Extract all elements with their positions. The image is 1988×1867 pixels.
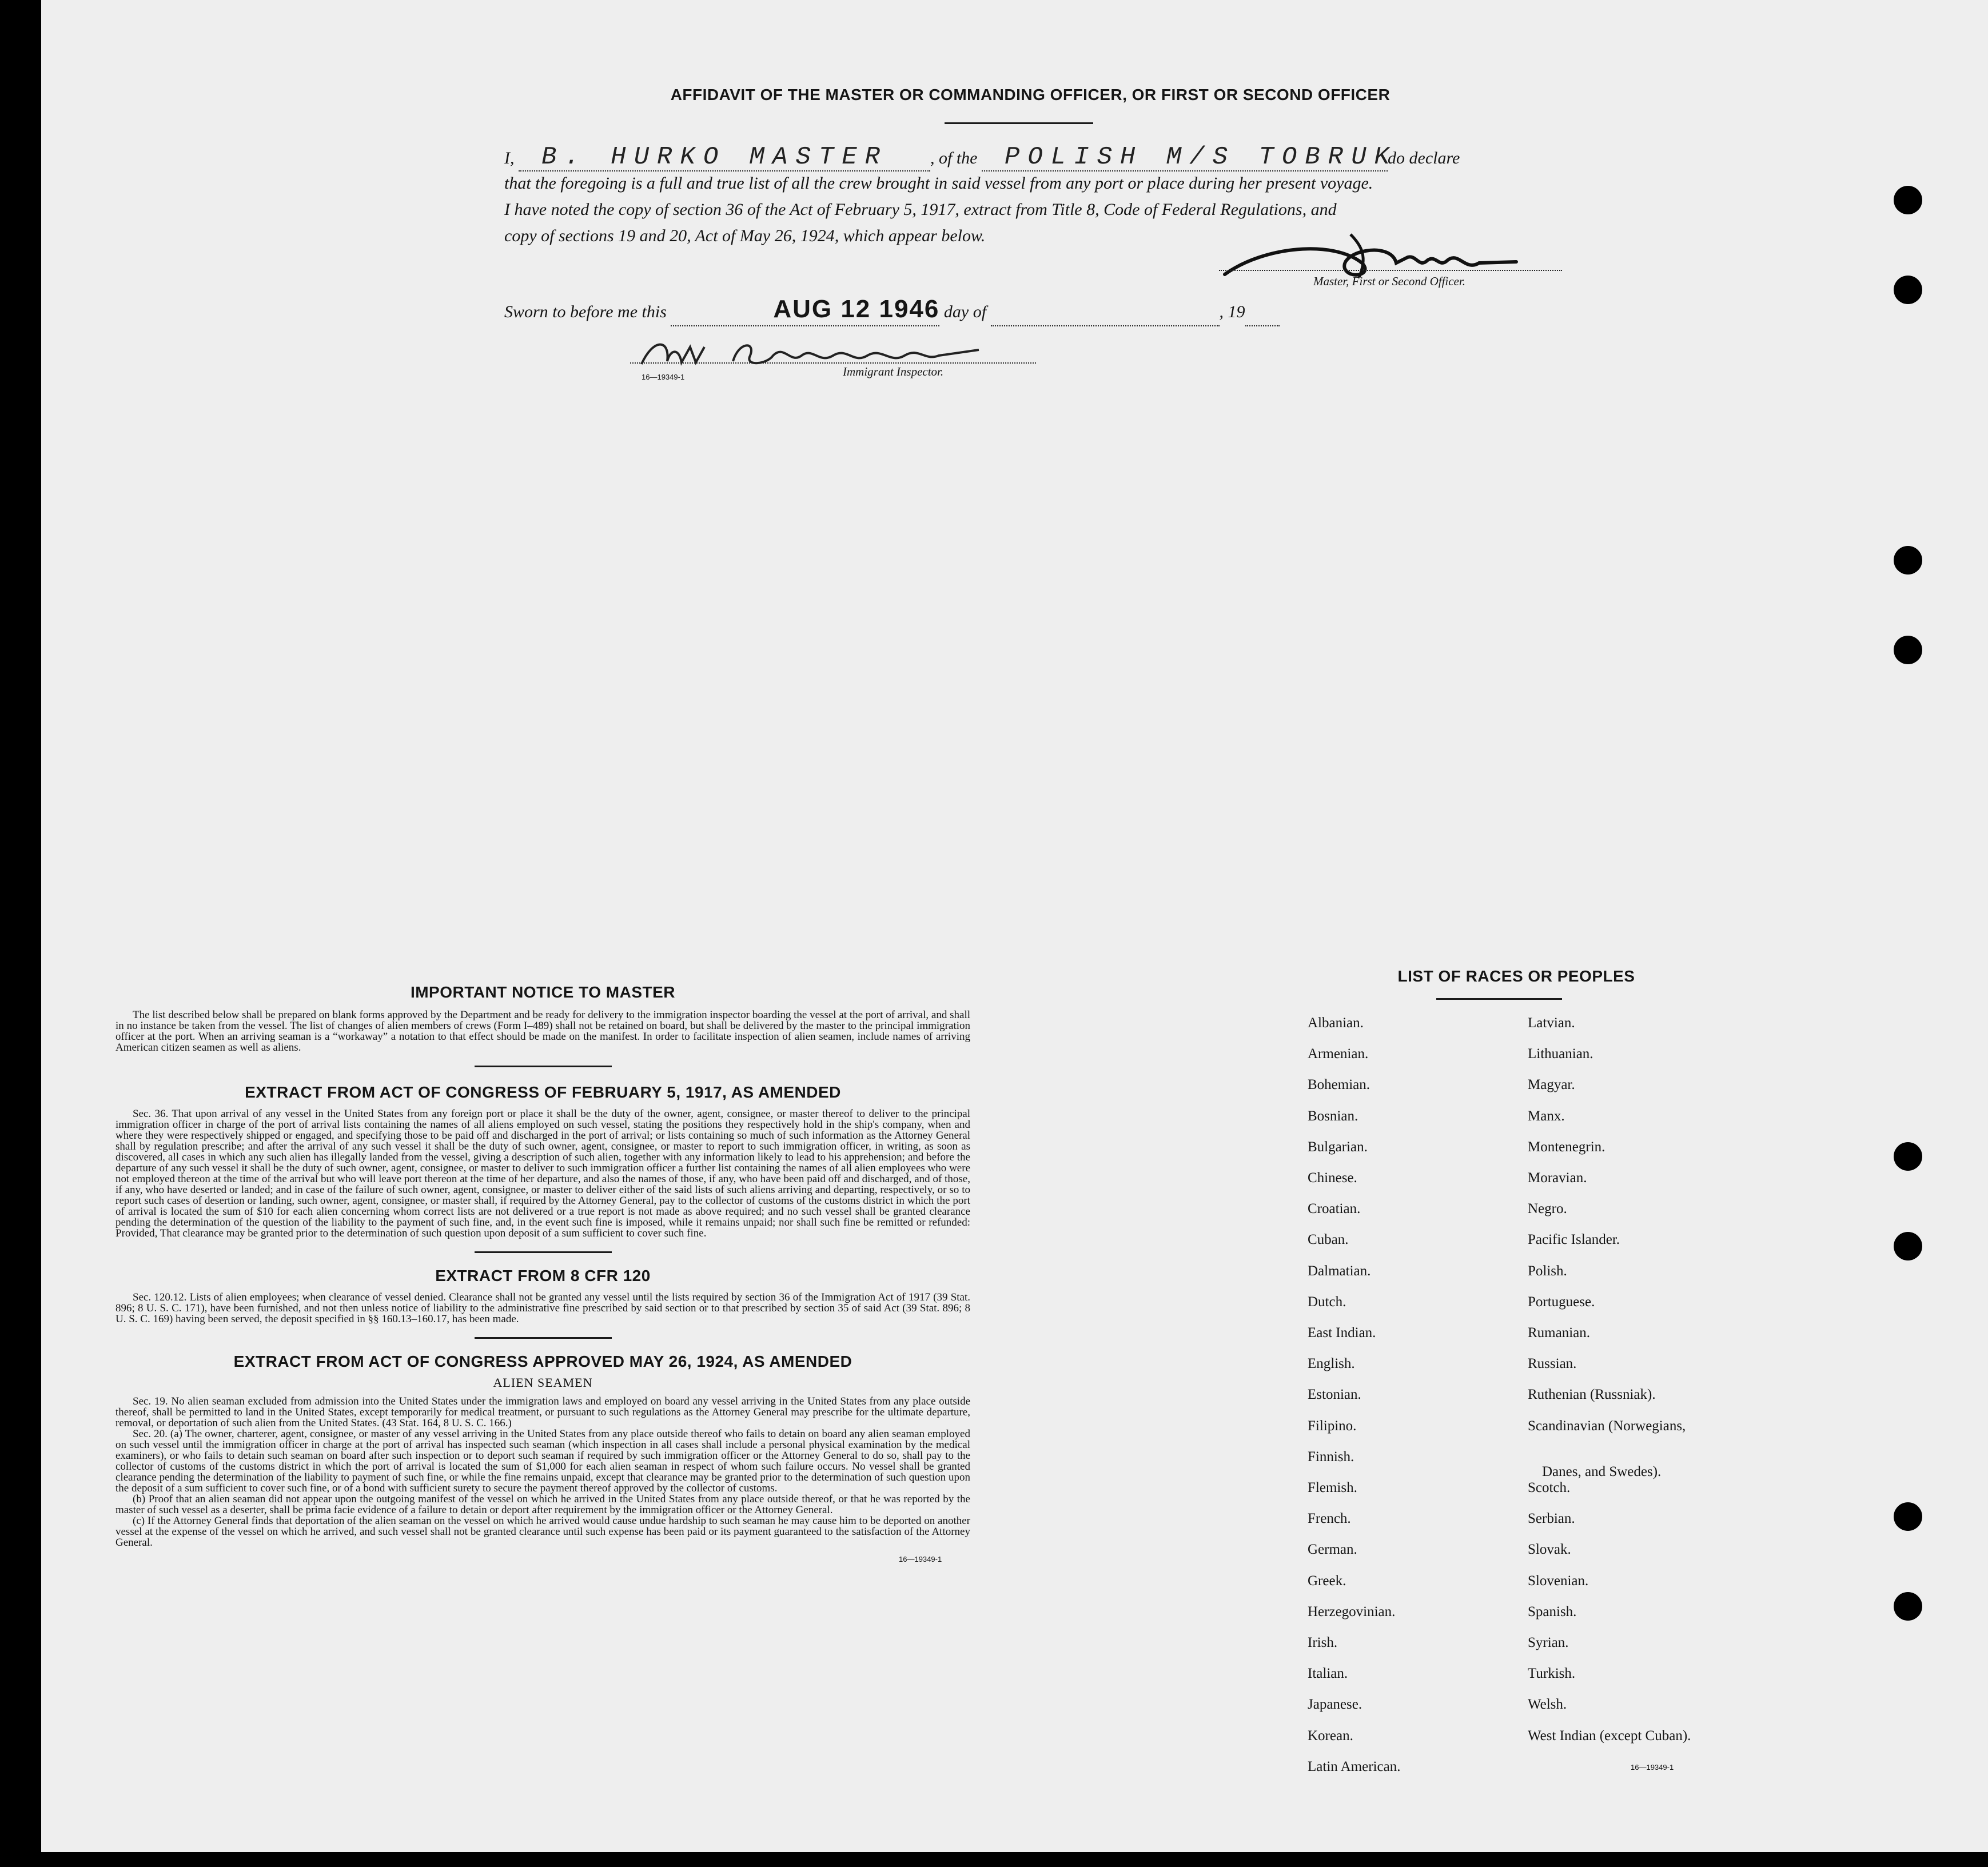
punch-hole — [1894, 636, 1922, 664]
race-item: Moravian. — [1528, 1170, 1587, 1186]
race-item: Irish. — [1308, 1635, 1338, 1650]
notice-paragraph: The list described below shall be prepared on blank forms approved by the Department and be ready for delivery to the immigration inspector boarding the vessel at the port of arrival, and shall in no instance be taken from the vessel. The list of changes of alien members of crews (Form I–489) shall not be retained on board, but shall be delivered by the master to the principal immigration officer at the port. When an arriving seaman is a “workaway” a notation to that effect should be made on the manifest. In order to facilitate inspection of alien seamen, include names of arriving American citizen seamen as well as aliens. — [115, 1009, 970, 1054]
extract-cfr-rule — [475, 1337, 612, 1339]
race-item: Pacific Islander. — [1528, 1232, 1620, 1247]
officer-signature-line — [1219, 270, 1562, 272]
races-form-number: 16—19349-1 — [1631, 1763, 1674, 1772]
race-item: Turkish. — [1528, 1666, 1576, 1681]
race-item: Filipino. — [1308, 1418, 1357, 1434]
inspector-signature-line — [630, 362, 1036, 365]
race-item: Greek. — [1308, 1573, 1346, 1589]
race-item: West Indian (except Cuban). — [1528, 1728, 1691, 1744]
races-title-rule — [1436, 998, 1562, 1000]
race-item: Portuguese. — [1528, 1294, 1595, 1310]
section-36-text: Sec. 36. That upon arrival of any vessel in the United States from any foreign port or place it shall be the duty of the owner, agent, consignee, or master thereof to deliver to the principal immigration officer in charge of the port of arrival lists containing the names of all aliens employed on such vessel, stating the positions they respectively hold in the ship's company, when and where they were respectively shipped or engaged, and specifying those to be paid off and discharged in the port of arrival; or lists containing so much of such information as the Attorney General shall by regulation prescribe; and after the arrival of any such vessel it shall be the duty of such owner, agent, consignee, or master to report to such immigration officer, in writing, as soon as discovered, all cases in which any such alien has illegally landed from the vessel, giving a description of such alien, together with any information likely to lead to his apprehension; and before the departure of any such vessel it shall be the duty of such owner, agent, consignee, or master to deliver to such immigration officer a further list containing the names of all alien employees who were not employed thereon at the time of the arrival but who will leave port thereon at the time of her departure, and also the names of those, if any, who have been paid off and discharged, and of those, if any, who have deserted or landed; and in case of the failure of such owner, agent, consignee, or master to deliver either of the said lists of such aliens arriving and departing, respectively, or so to report such cases of desertion or landing, such owner, agent, consignee, or master shall, if required by the Attorney General, pay to the collector of customs of the customs district in which the port of arrival is located the sum of $10 for each alien concerning whom correct lists are not delivered or a true report is not made as above required; and no such vessel shall be granted clearance pending the determination of the question of the liability to the payment of such fine, and, in the event such fine is imposed, while it remains unpaid; nor shall such fine be remitted or refunded: Provided, That clearance may be granted prior to the determination of such question upon deposit of a sum sufficient to cover such fine. — [115, 1108, 970, 1239]
extract-cfr-title: EXTRACT FROM 8 CFR 120 — [435, 1267, 651, 1284]
punch-hole — [1894, 276, 1922, 304]
race-item: Dalmatian. — [1308, 1263, 1371, 1279]
affidavit-title: AFFIDAVIT OF THE MASTER OR COMMANDING OFFICER, OR FIRST OR SECOND OFFICER — [670, 86, 1391, 103]
date-stamp: AUG 12 1946 — [773, 295, 940, 323]
race-item: Ruthenian (Russniak). — [1528, 1387, 1656, 1402]
extract-1924-title: EXTRACT FROM ACT OF CONGRESS APPROVED MAY 26, 1924, AS AMENDED — [233, 1353, 852, 1370]
race-item: Latin American. — [1308, 1759, 1401, 1774]
affidavit-line-3: I have noted the copy of section 36 of the Act of February 5, 1917, extract from Title 8, Code of Federal Regulations, and — [504, 200, 1337, 219]
extract-1924-subtitle: ALIEN SEAMEN — [493, 1375, 593, 1390]
race-item: Danes, and Swedes). — [1542, 1464, 1662, 1479]
punch-hole — [1894, 546, 1922, 575]
race-item: Latvian. — [1528, 1015, 1575, 1031]
affidavit-line-4: copy of sections 19 and 20, Act of May 26, 1924, which appear below. — [504, 226, 986, 245]
race-item: Syrian. — [1528, 1635, 1569, 1650]
race-item: Scotch. — [1528, 1480, 1571, 1495]
race-item: Albanian. — [1308, 1015, 1364, 1031]
race-item: Spanish. — [1528, 1604, 1577, 1619]
extract-form-number: 16—19349-1 — [899, 1555, 942, 1563]
extract-1917-title: EXTRACT FROM ACT OF CONGRESS OF FEBRUARY 5, 1917, AS AMENDED — [245, 1083, 841, 1101]
race-item: Chinese. — [1308, 1170, 1357, 1186]
punch-hole — [1894, 1232, 1922, 1260]
notice-body — [115, 1010, 970, 1053]
race-item: French. — [1308, 1511, 1351, 1526]
affidavit-do-declare: do declare — [1388, 149, 1460, 167]
race-item: Bosnian. — [1308, 1108, 1358, 1124]
race-item: Korean. — [1308, 1728, 1353, 1744]
sworn-line — [504, 296, 1280, 326]
race-item: Welsh. — [1528, 1697, 1567, 1712]
race-item: Croatian. — [1308, 1201, 1361, 1216]
officer-caption: Master, First or Second Officer. — [1313, 274, 1465, 288]
inspector-signature — [636, 333, 1013, 374]
affidavit-i: I, — [504, 149, 515, 167]
race-item: Montenegrin. — [1528, 1139, 1605, 1155]
section-20a-text: Sec. 20. (a) The owner, charterer, agent, consignee, or master of any vessel arriving in the United States from any place outside thereof who fails to detain on board any alien seaman employed on such vessel until the immigration officer in charge at the port of arrival has inspected such seaman (which inspection in all cases shall include a personal physical examination by the medical examiners), or who fails to detain such seaman on board after such inspection or to deport such seaman if required by such immigration officer or the Attorney General to do so, shall pay to the collector of customs of the customs district in which the port of arrival is located the sum of $1,000 for each alien seaman in respect of whom such failure occurs. No vessel shall be granted clearance pending the determination of the liability to payment of such fine, or while the fine remains unpaid, except that clearance may be granted prior to the determination of such question upon the deposit of a sum sufficient to cover such fine, or of a bond with sufficient surety to secure the payment thereof approved by the collector of customs. — [115, 1428, 970, 1494]
punch-hole — [1894, 1502, 1922, 1531]
section-20c-text: (c) If the Attorney General finds that deportation of the alien seaman on the vessel on which he arrived would cause undue hardship to such seaman he may cause him to be deported on another vessel at the expense of the vessel on which he arrived, and such vessel shall not be granted clearance until such expense has been paid or its payment guaranteed to the satisfaction of the Attorney General. — [115, 1515, 970, 1549]
day-of-text: day of — [943, 302, 987, 321]
section-120-12-text: Sec. 120.12. Lists of alien employees; when clearance of vessel denied. Clearance shall not be granted any vessel until the lists required by section 36 of the Immigration Act of 1917 (39 Stat. 896; 8 U. S. C. 171), have been furnished, and not then unless notice of liability to the administrative fine prescribed by said section or to that prescribed by section 35 of said Act (39 Stat. 896; 8 U. S. C. 169) having been served, the deposit specified in §§ 160.13–160.17, has been made. — [115, 1291, 970, 1325]
extract-cfr-body — [115, 1292, 970, 1325]
month-field — [991, 299, 1220, 326]
race-item: Manx. — [1528, 1108, 1565, 1124]
extract-1917-rule — [475, 1251, 612, 1253]
race-item: Serbian. — [1528, 1511, 1575, 1526]
race-item: Bohemian. — [1308, 1077, 1371, 1092]
extract-1924-body — [115, 1396, 970, 1548]
extract-1917-body — [115, 1108, 970, 1239]
race-item: Herzegovinian. — [1308, 1604, 1396, 1619]
sworn-text: Sworn to before me this — [504, 302, 667, 321]
race-item: Flemish. — [1308, 1480, 1357, 1495]
affidavit-form-number: 16—19349-1 — [642, 373, 685, 381]
year-field — [1245, 299, 1280, 326]
punch-hole — [1894, 1142, 1922, 1171]
year-prefix: , 19 — [1219, 302, 1245, 321]
race-item: Slovenian. — [1528, 1573, 1589, 1589]
title-rule — [945, 122, 1093, 124]
race-item: Italian. — [1308, 1666, 1348, 1681]
race-item: Polish. — [1528, 1263, 1567, 1279]
section-19-text: Sec. 19. No alien seaman excluded from admission into the United States under the immigration laws and employed on board any vessel arriving in the United States from any place outside thereof, shall be permitted to land in the United States, except temporarily for medical treatment, or pursuant to such regulations as the Attorney General may prescribe for the ultimate departure, removal, or deportation of such alien from the United States. (43 Stat. 164, 8 U. S. C. 166.) — [115, 1395, 970, 1429]
race-item: Armenian. — [1308, 1046, 1369, 1062]
race-item: Magyar. — [1528, 1077, 1575, 1092]
race-item: Bulgarian. — [1308, 1139, 1368, 1155]
race-item: Cuban. — [1308, 1232, 1349, 1247]
race-item: East Indian. — [1308, 1325, 1376, 1341]
race-item: Japanese. — [1308, 1697, 1362, 1712]
punch-hole — [1894, 1592, 1922, 1621]
race-item: Rumanian. — [1528, 1325, 1591, 1341]
form-sheet — [41, 0, 1988, 1852]
race-item: Russian. — [1528, 1356, 1577, 1371]
notice-rule — [475, 1066, 612, 1067]
notice-section — [115, 983, 970, 1563]
sworn-date-field — [671, 296, 939, 326]
race-item: Finnish. — [1308, 1449, 1354, 1465]
race-item: Slovak. — [1528, 1542, 1571, 1557]
race-item: German. — [1308, 1542, 1357, 1557]
inspector-caption: Immigrant Inspector. — [843, 365, 944, 378]
race-item: Estonian. — [1308, 1387, 1361, 1402]
notice-title: IMPORTANT NOTICE TO MASTER — [410, 983, 676, 1001]
master-name-handwritten: B. HURKO MASTER — [519, 144, 930, 171]
race-item: Negro. — [1528, 1201, 1567, 1216]
race-item: Dutch. — [1308, 1294, 1346, 1310]
punch-hole — [1894, 186, 1922, 214]
race-item: English. — [1308, 1356, 1355, 1371]
vessel-name-handwritten: POLISH M/S TOBRUK — [982, 144, 1388, 171]
race-item: Scandinavian (Norwegians, — [1528, 1418, 1686, 1434]
races-title: LIST OF RACES OR PEOPLES — [1397, 967, 1635, 985]
affidavit-of-the: , of the — [930, 149, 978, 167]
affidavit-line-1 — [504, 144, 1460, 171]
race-item: Lithuanian. — [1528, 1046, 1593, 1062]
section-20b-text: (b) Proof that an alien seaman did not appear upon the outgoing manifest of the vessel on which he arrived in the United States from any place outside thereof, or that he was reported by the master of such vessel as a deserter, shall be prima facie evidence of a failure to detain or deport after requirement by the immigration officer or the Attorney General. — [115, 1493, 970, 1516]
affidavit-line-2: that the foregoing is a full and true list of all the crew brought in said vessel from any port or place during her present voyage. — [504, 174, 1373, 193]
